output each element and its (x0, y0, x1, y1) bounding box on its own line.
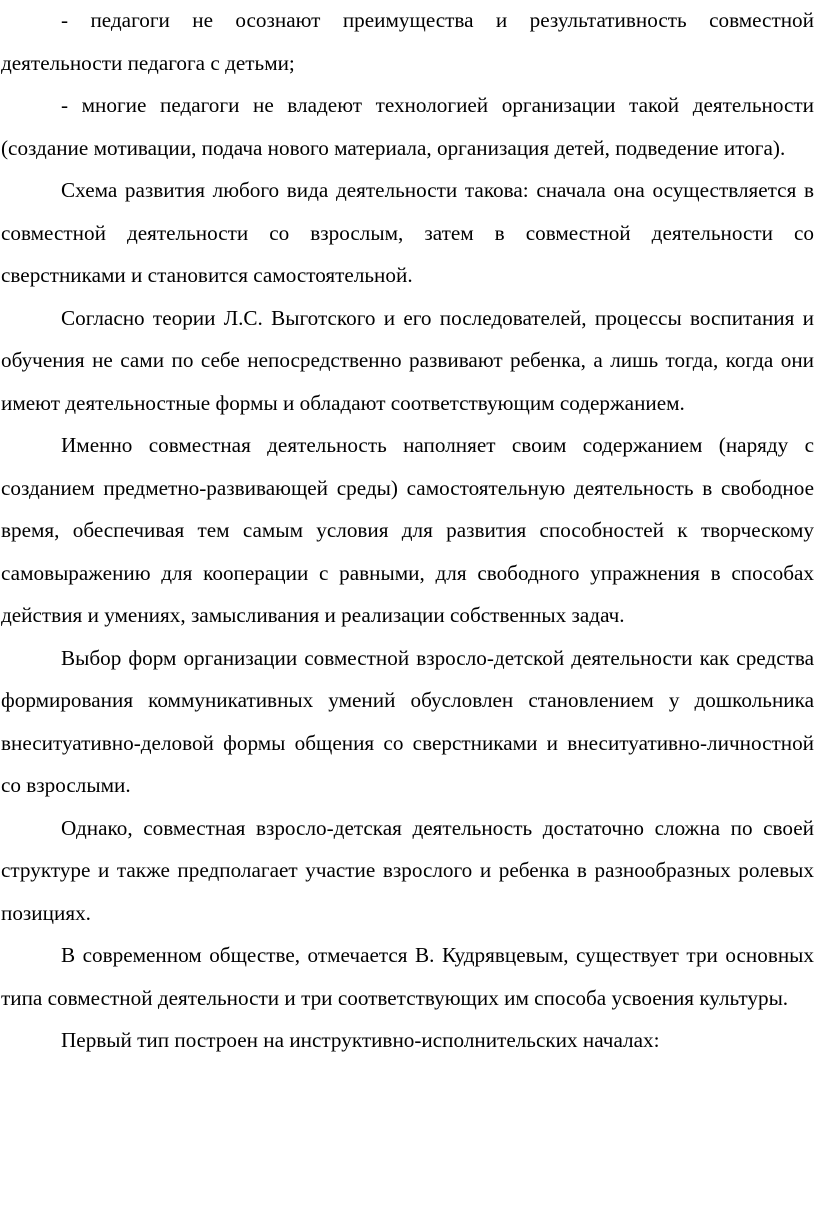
paragraph-teachers-unaware: - педагоги не осознают преимущества и результативность совместной деятельности педагога с детьми; (1, 8, 814, 75)
paragraph-first-type: Первый тип построен на инструктивно-исполнительских началах: (61, 1028, 660, 1052)
paragraph-three-types: В современном обществе, отмечается В. Кудрявцевым, существует три основных типа совместной деятельности и три соответствующих им способа усвоения культуры. (1, 943, 814, 1010)
paragraph-teachers-lack-technology: - многие педагоги не владеют технологией организации такой деятельности (создание мотивации, подача нового материала, организация детей, подведение итога). (1, 93, 814, 160)
paragraph-development-scheme: Схема развития любого вида деятельности такова: сначала она осуществляется в совместной деятельности со взрослым, затем в совместной деятельности со сверстниками и становится самостоятельной. (1, 178, 814, 287)
paragraph-joint-activity-content: Именно совместная деятельность наполняет своим содержанием (наряду с созданием предметно-развивающей среды) самостоятельную деятельность в свободное время, обеспечивая тем самым условия для развития способностей к творческому самовыражению для кооперации с равными, для свободного упражнения в способах действия и умениях, замысливания и реализации собственных задач. (1, 433, 814, 627)
paragraph-vygotsky-theory: Согласно теории Л.С. Выготского и его последователей, процессы воспитания и обучения не сами по себе непосредственно развивают ребенка, а лишь тогда, когда они имеют деятельностные формы и обладают соответствующим содержанием. (1, 305, 814, 415)
paragraph-choice-of-forms: Выбор форм организации совместной взросло-детской деятельности как средства формирования коммуникативных умений обусловлен становлением у дошкольника внеситуативно-деловой формы общения со сверстниками и внеситуативно-личностной со взрослыми. (1, 645, 814, 797)
paragraph-complex-structure: Однако, совместная взросло-детская деятельность достаточно сложна по своей структуре и также предполагает участие взрослого и ребенка в разнообразных ролевых позициях. (1, 815, 814, 925)
